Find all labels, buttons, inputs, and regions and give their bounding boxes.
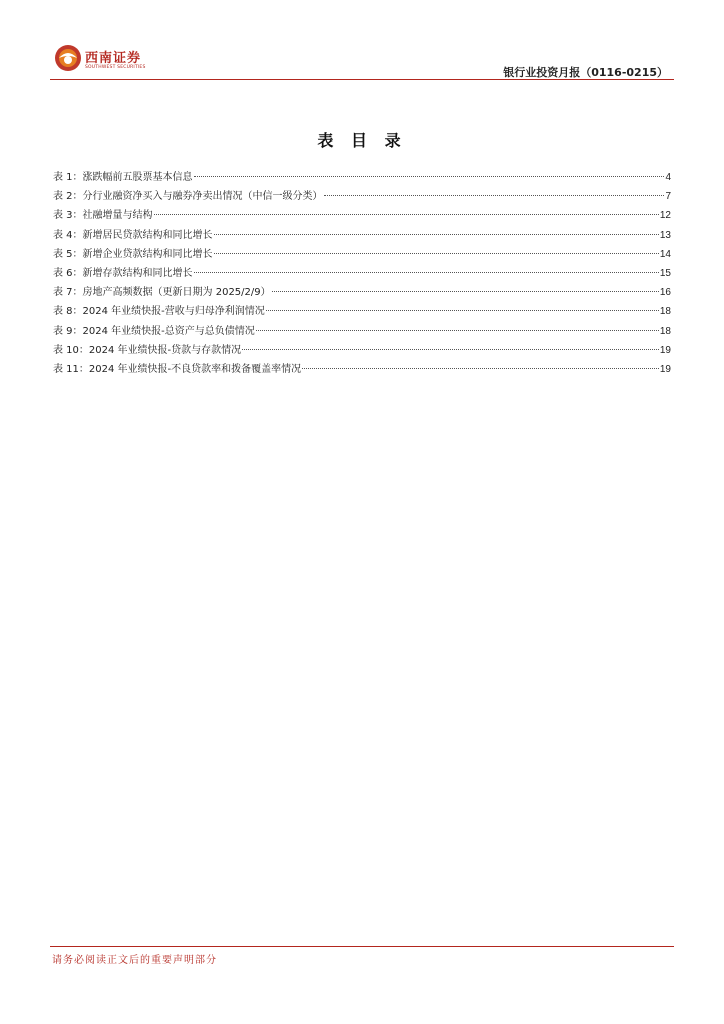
toc-entry-page: 19 xyxy=(659,344,671,356)
toc-entry-page: 13 xyxy=(659,229,671,241)
company-logo xyxy=(54,44,154,74)
toc-entry-label: 表 7：房地产高频数据（更新日期为 2025/2/9） xyxy=(53,287,271,299)
toc-entry-6[interactable] xyxy=(53,264,671,283)
logo-text: 西南证券 xyxy=(85,51,142,66)
page-title: 表 目 录 xyxy=(317,131,407,150)
footer-disclaimer: 请务必阅读正文后的重要声明部分 xyxy=(52,955,217,966)
logo-subtext: SOUTHWEST SECURITIES xyxy=(85,65,146,70)
toc-entry-page: 19 xyxy=(659,363,671,375)
toc-leader-dots xyxy=(324,195,665,196)
toc-entry-label: 表 1：涨跌幅前五股票基本信息 xyxy=(53,172,193,183)
toc-entry-label: 表 2：分行业融资净买入与融券净卖出情况（中信一级分类） xyxy=(53,191,323,203)
toc-entry-label: 表 11：2024 年业绩快报-不良贷款率和拨备覆盖率情况 xyxy=(53,363,302,375)
toc-leader-dots xyxy=(242,349,659,350)
table-of-contents xyxy=(53,168,671,379)
toc-entry-label: 表 10：2024 年业绩快报-贷款与存款情况 xyxy=(53,344,242,356)
header-divider xyxy=(50,79,674,80)
toc-entry-label: 表 4：新增居民贷款结构和同比增长 xyxy=(53,229,213,241)
toc-leader-dots xyxy=(256,330,659,331)
toc-entry-label: 表 9：2024 年业绩快报-总资产与总负债情况 xyxy=(53,325,255,337)
toc-leader-dots xyxy=(302,368,659,369)
logo-emblem-icon xyxy=(54,44,82,72)
toc-entry-5[interactable] xyxy=(53,245,671,264)
toc-entry-2[interactable] xyxy=(53,187,671,206)
toc-leader-dots xyxy=(154,214,659,215)
toc-entry-8[interactable] xyxy=(53,302,671,321)
toc-entry-page: 12 xyxy=(659,210,671,222)
toc-leader-dots xyxy=(272,291,659,292)
toc-entry-page: 15 xyxy=(659,267,671,279)
toc-entry-9[interactable] xyxy=(53,322,671,341)
toc-entry-7[interactable] xyxy=(53,283,671,302)
toc-entry-page: 16 xyxy=(659,287,671,299)
toc-entry-label: 表 5：新增企业贷款结构和同比增长 xyxy=(53,248,213,260)
toc-leader-dots xyxy=(214,253,659,254)
toc-entry-4[interactable] xyxy=(53,226,671,245)
toc-leader-dots xyxy=(194,272,659,273)
toc-entry-label: 表 8：2024 年业绩快报-营收与归母净利润情况 xyxy=(53,306,265,318)
toc-entry-label: 表 6：新增存款结构和同比增长 xyxy=(53,267,193,279)
toc-entry-page: 18 xyxy=(659,306,671,318)
toc-entry-page: 4 xyxy=(665,172,671,183)
toc-entry-11[interactable] xyxy=(53,360,671,379)
toc-leader-dots xyxy=(214,234,659,235)
report-title: 银行业投资月报（0116-0215） xyxy=(503,66,668,79)
footer-divider xyxy=(50,946,674,947)
toc-entry-page: 14 xyxy=(659,248,671,260)
toc-entry-10[interactable] xyxy=(53,341,671,360)
toc-entry-page: 7 xyxy=(665,191,671,203)
toc-entry-1[interactable] xyxy=(53,168,671,187)
toc-entry-page: 18 xyxy=(659,325,671,337)
toc-leader-dots xyxy=(266,310,659,311)
toc-leader-dots xyxy=(194,176,665,177)
toc-entry-3[interactable] xyxy=(53,206,671,225)
toc-entry-label: 表 3：社融增量与结构 xyxy=(53,210,153,222)
